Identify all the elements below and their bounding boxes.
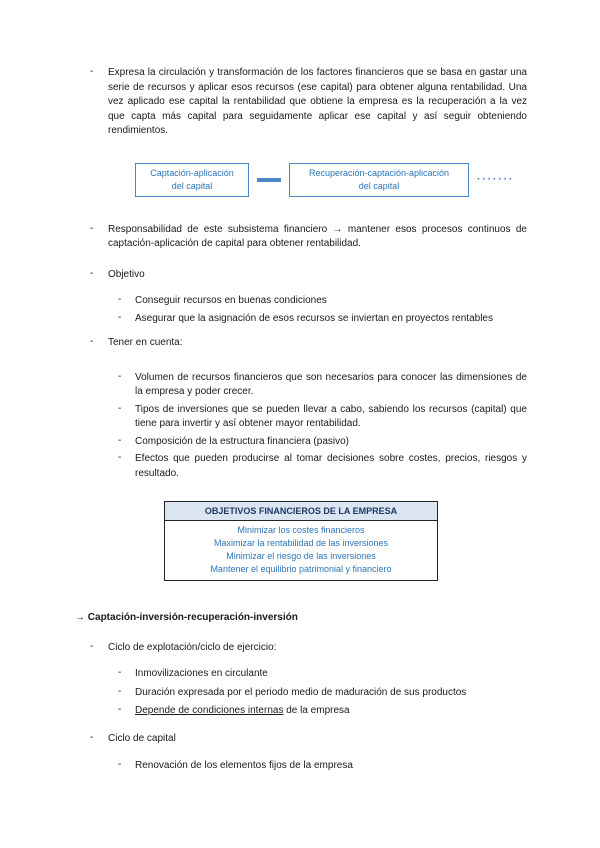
bullet-dash: -	[118, 370, 122, 382]
ciclo-capital-sublist	[75, 759, 527, 774]
bullet-dash: -	[118, 759, 122, 771]
diagram-box1-line2: del capital	[171, 180, 213, 191]
objetivo-item-text: Conseguir recursos en buenas condiciones	[135, 295, 327, 307]
ciclo-explotacion-item-text: Inmovilizaciones en circulante	[135, 668, 268, 680]
tener-item	[118, 435, 527, 450]
ciclo-explotacion-item	[118, 704, 527, 719]
ciclo-explotacion-sublist	[75, 667, 527, 719]
heading-arrow: →	[75, 612, 85, 624]
heading-text: Captación-inversión-recuperación-inversión	[87, 612, 298, 624]
objetivo-label: Objetivo	[108, 268, 145, 280]
tener-bullet	[90, 336, 527, 351]
bullet-dash: -	[118, 311, 122, 323]
diagram-box-recuperacion	[289, 163, 469, 197]
intro-bullet	[90, 66, 527, 139]
diagram-continuation-dots: ·······	[477, 174, 515, 186]
table-row: Maximizar la rentabilidad de las inversiones	[213, 538, 389, 549]
ciclo-capital-label: Ciclo de capital	[108, 732, 176, 744]
bullet-dash: -	[90, 640, 94, 652]
objetivo-item	[118, 294, 527, 309]
bullet-dash: -	[118, 452, 122, 464]
process-diagram	[135, 163, 527, 197]
intro-text: Expresa la circulación y transformación de los factores financieros que se basa en gastar una serie de recursos y aplicar esos recursos (ese capital) para obtener alguna rentabilidad. Una vez aplicado ese capital la rentabilidad que obtiene la empresa es la recuperación a la vez que capta más capital para seguidamente aplicar ese capital y así seguir obteniendo rendimientos.	[108, 67, 527, 136]
tener-item	[118, 452, 527, 481]
ciclo-explotacion-label: Ciclo de explotación/ciclo de ejercicio:	[108, 641, 277, 653]
tener-item	[118, 403, 527, 432]
bullet-dash: -	[118, 704, 122, 716]
diagram-box1-line1: Captación-aplicación	[150, 167, 234, 178]
tener-item-text: Tipos de inversiones que se pueden llevar a cabo, sabiendo los recursos (capital) que tiene para invertir y así obtener mayor rentabilidad.	[135, 403, 527, 430]
responsabilidad-bullet	[90, 223, 527, 252]
table-row: Mantener el equilibrio patrimonial y financiero	[210, 564, 392, 575]
table-title: OBJETIVOS FINANCIEROS DE LA EMPRESA	[165, 502, 437, 521]
bullet-dash: -	[90, 731, 94, 743]
responsabilidad-text: Responsabilidad de este subsistema financiero → mantener esos procesos continuos de captación-aplicación de capital para obtener rentabilidad.	[108, 223, 527, 250]
plain-text: de la empresa	[283, 705, 350, 717]
bullet-dash: -	[118, 667, 122, 679]
ciclo-explotacion-item-text: Duración expresada por el periodo medio de maduración de sus productos	[135, 686, 467, 698]
bullet-dash: -	[90, 66, 94, 77]
bullet-dash: -	[118, 402, 122, 414]
bullet-dash: -	[90, 222, 94, 234]
ciclo-explotacion-item	[118, 667, 527, 682]
ciclo-explotacion-item	[118, 686, 527, 701]
tener-item-text: Volumen de recursos financieros que son necesarios para conocer las dimensiones de la empresa y poder crecer.	[135, 371, 527, 398]
tener-sublist	[75, 371, 527, 482]
section-heading	[75, 611, 527, 626]
bullet-dash: -	[118, 294, 122, 306]
diagram-connector-line	[257, 178, 281, 182]
diagram-box2-line1: Recuperación-captación-aplicación	[308, 167, 450, 178]
tener-item-text: Composición de la estructura financiera (pasivo)	[135, 435, 349, 447]
table-row: Minimizar el riesgo de las inversiones	[226, 551, 376, 562]
objetivo-item	[118, 312, 527, 327]
objetivo-bullet	[90, 268, 527, 283]
diagram-box2-line2: del capital	[358, 180, 400, 191]
bullet-dash: -	[90, 267, 94, 279]
bullet-dash: -	[118, 685, 122, 697]
ciclo-capital-item	[118, 759, 527, 774]
tener-label: Tener en cuenta:	[108, 337, 183, 349]
bullet-dash: -	[118, 434, 122, 446]
table-row: Minimizar los costes financieros	[237, 525, 365, 536]
ciclo-explotacion-item-text	[135, 704, 527, 719]
diagram-box-captacion	[135, 163, 249, 197]
objetivo-item-text: Asegurar que la asignación de esos recursos se inviertan en proyectos rentables	[135, 312, 493, 324]
bullet-dash: -	[90, 336, 94, 348]
tener-item-text: Efectos que pueden producirse al tomar decisiones sobre costes, precios, riesgos y resultado.	[135, 453, 527, 479]
ciclo-explotacion-bullet	[90, 641, 527, 656]
tener-item	[118, 371, 527, 400]
table-body	[165, 521, 437, 580]
ciclo-capital-bullet	[90, 732, 527, 747]
objetivo-sublist	[75, 294, 527, 326]
ciclo-capital-item-text: Renovación de los elementos fijos de la empresa	[135, 760, 353, 772]
objetivos-financieros-table	[164, 501, 438, 581]
underlined-text: Depende de condiciones internas	[135, 705, 284, 717]
